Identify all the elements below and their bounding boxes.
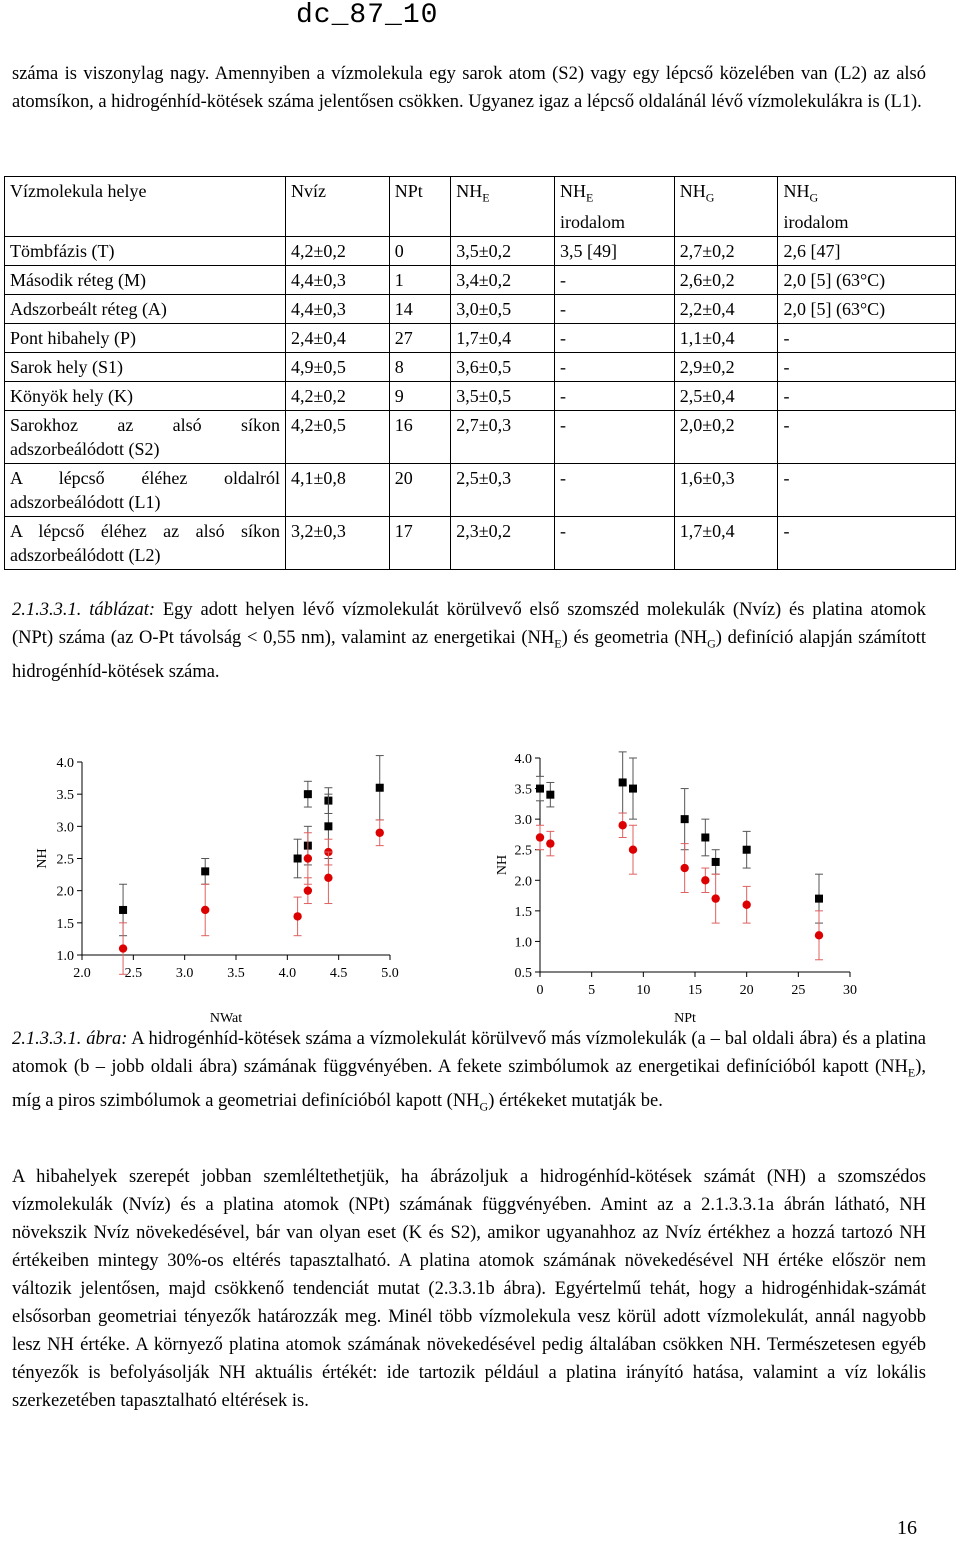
x-tick-label: 3.5 [227, 966, 245, 981]
table-cell: 2,2±0,4 [674, 294, 778, 323]
table-cell: 4,4±0,3 [286, 294, 390, 323]
x-tick-label: 20 [739, 983, 754, 998]
header-secondary: irodalom [560, 211, 625, 232]
data-point-square [629, 785, 637, 793]
table-cell: - [555, 463, 675, 516]
table-header-cell [389, 177, 450, 237]
table-cell: - [778, 410, 956, 463]
x-tick-label: 10 [636, 983, 651, 998]
table-cell: 3,2±0,3 [286, 516, 390, 569]
table-cell: 2,0±0,2 [674, 410, 778, 463]
table-cell: 1 [389, 265, 450, 294]
table-cell: 1,1±0,4 [674, 323, 778, 352]
table-caption-sub-1: E [554, 636, 562, 651]
header-text: Nvíz [291, 181, 326, 201]
chart-nh-vs-nwat-svg [20, 740, 420, 1030]
y-tick-label: 1.5 [56, 916, 74, 932]
data-point-square [119, 906, 127, 914]
figure-caption-label: 2.1.3.3.1. ábra: [12, 1029, 128, 1049]
x-tick-label: 3.0 [175, 966, 194, 981]
table-cell: - [778, 381, 956, 410]
table-cell: 2,7±0,3 [451, 410, 555, 463]
x-tick-label: 15 [688, 983, 702, 998]
table-header-cell [286, 177, 390, 237]
data-point-square [701, 833, 709, 841]
table-cell: 4,9±0,5 [286, 352, 390, 381]
table-header-row [5, 177, 956, 237]
table-cell: - [778, 352, 956, 381]
header-subscript: G [705, 190, 715, 205]
table-cell: A lépcső éléhez az alsó síkon adszorbeálódott (L2) [5, 516, 286, 569]
x-tick-label: 0 [536, 983, 544, 998]
table-cell: 14 [389, 294, 450, 323]
data-table [4, 176, 956, 570]
chart-nh-vs-npt [480, 740, 880, 1030]
table-cell: - [555, 294, 675, 323]
data-point-square [681, 815, 689, 823]
table-cell: - [778, 463, 956, 516]
y-tick-label: 1.0 [56, 949, 74, 964]
table-cell: - [555, 352, 675, 381]
table-cell: 3,0±0,5 [451, 294, 555, 323]
table-row [5, 323, 956, 352]
table-cell: Pont hibahely (P) [5, 323, 286, 352]
table-cell: - [555, 516, 675, 569]
table-cell: 4,1±0,8 [286, 463, 390, 516]
table-row [5, 294, 956, 323]
table-cell: 2,5±0,3 [451, 463, 555, 516]
data-point-square [294, 855, 302, 863]
header-subscript: G [809, 190, 819, 205]
y-tick-label: 4.0 [56, 756, 74, 771]
data-point-square [815, 895, 823, 903]
table-cell: - [555, 323, 675, 352]
table-cell: Sarok hely (S1) [5, 352, 286, 381]
table-cell: 2,6 [47] [778, 236, 956, 265]
table-cell: 9 [389, 381, 450, 410]
table-cell: 3,5±0,2 [451, 236, 555, 265]
table-cell: Tömbfázis (T) [5, 236, 286, 265]
header-subscript: E [586, 190, 594, 205]
header-text: NH [679, 181, 706, 201]
table-header-cell [5, 177, 286, 237]
table-row [5, 410, 956, 463]
data-point-square [201, 867, 209, 875]
x-tick-label: 5.0 [381, 966, 399, 981]
data-point-square [546, 791, 554, 799]
x-tick-label: 2.5 [124, 966, 143, 981]
figure-caption-text-2: ), míg a piros szimbólumok a geometriai definícióból kapott (NH [12, 1057, 926, 1111]
table-caption-sub-2: G [707, 636, 716, 651]
table-row [5, 381, 956, 410]
header-text: NH [456, 181, 483, 201]
data-point-circle [119, 944, 127, 952]
intro-paragraph: száma is viszonylag nagy. Amennyiben a vízmolekula egy sarok atom (S2) vagy egy lépcső közelében van (L2) az alsó atomsíkon, a hidrogénhíd-kötések száma jelentősen csökken. Ugyanez igaz a lépcső oldalánál lévő vízmolekulákra is (L1). [12, 64, 926, 112]
chart-nh-vs-npt-svg [480, 740, 880, 1030]
y-tick-label: 3.0 [514, 813, 532, 829]
table-cell: 2,4±0,4 [286, 323, 390, 352]
y-tick-label: 3.0 [56, 820, 74, 836]
table-row [5, 236, 956, 265]
table-row [5, 516, 956, 569]
table-cell: - [555, 381, 675, 410]
data-point-circle [711, 894, 719, 902]
data-point-circle [629, 846, 637, 854]
page-number: 16 [897, 1517, 917, 1539]
table-cell: 4,2±0,2 [286, 381, 390, 410]
data-point-square [619, 778, 627, 786]
table-cell: Könyök hely (K) [5, 381, 286, 410]
table-caption-label: 2.1.3.3.1. táblázat: [12, 600, 156, 620]
table-cell: 8 [389, 352, 450, 381]
table-cell: - [555, 265, 675, 294]
table-caption-text-2: ) és geometria (NH [561, 628, 708, 648]
x-axis-label: NWat [209, 1011, 243, 1026]
table-cell: 4,4±0,3 [286, 265, 390, 294]
data-point-square [376, 784, 384, 792]
table-cell: 27 [389, 323, 450, 352]
y-tick-label: 2.5 [514, 843, 532, 859]
table-cell: - [778, 323, 956, 352]
header-subscript: E [482, 190, 490, 205]
y-tick-label: 2.5 [56, 852, 74, 868]
y-tick-label: 1.5 [514, 904, 532, 920]
table-cell: 2,7±0,2 [674, 236, 778, 265]
table-cell: - [555, 410, 675, 463]
table-cell: 1,7±0,4 [674, 516, 778, 569]
table-cell: 3,4±0,2 [451, 265, 555, 294]
data-point-circle [376, 829, 384, 837]
figure-caption [12, 1025, 926, 1120]
x-axis-label: NPt [674, 1011, 696, 1026]
table-cell: 2,5±0,4 [674, 381, 778, 410]
data-point-square [324, 822, 332, 830]
y-tick-label: 3.5 [56, 788, 74, 804]
header-secondary: irodalom [783, 211, 849, 232]
y-axis-label: NH [35, 848, 50, 869]
data-point-square [712, 858, 720, 866]
table-cell: 2,0 [5] (63°C) [778, 265, 956, 294]
data-point-circle [201, 906, 209, 914]
y-tick-label: 1.0 [514, 935, 532, 951]
table-cell: 2,6±0,2 [674, 265, 778, 294]
table-row [5, 463, 956, 516]
x-tick-label: 4.0 [278, 966, 297, 981]
table-caption-text-1: Egy adott helyen lévő vízmolekulát körülvevő első szomszéd molekulák (Nvíz) és platina atomok (NPt) száma (az O-Pt távolság < 0,55 nm), valamint az energetikai (NH [12, 600, 927, 648]
table-row [5, 265, 956, 294]
data-point-circle [815, 931, 823, 939]
table-cell: 3,6±0,5 [451, 352, 555, 381]
data-point-circle [546, 839, 554, 847]
x-tick-label: 4.5 [329, 966, 348, 981]
table-header-cell [778, 177, 956, 237]
data-point-circle [536, 833, 544, 841]
header-text: NH [560, 181, 586, 201]
table-cell: Sarokhoz az alsó síkon adszorbeálódott (S2) [5, 410, 286, 463]
table-cell: - [778, 516, 956, 569]
table-cell: Adszorbeált réteg (A) [5, 294, 286, 323]
y-tick-label: 4.0 [514, 752, 532, 767]
data-point-circle [324, 874, 332, 882]
y-tick-label: 2.0 [56, 884, 74, 900]
table-cell: 20 [389, 463, 450, 516]
data-point-circle [701, 876, 709, 884]
data-point-circle [618, 821, 626, 829]
x-tick-label: 5 [588, 983, 596, 998]
chart-nh-vs-nwat [20, 740, 420, 1030]
figure-caption-text-3: ) értékeket mutatják be. [488, 1090, 663, 1111]
header-text: Vízmolekula helye [10, 181, 147, 201]
table-cell: 3,5±0,5 [451, 381, 555, 410]
x-tick-label: 2.0 [73, 966, 91, 981]
data-point-circle [304, 886, 312, 894]
figure-caption-sub-1: E [907, 1065, 916, 1080]
table-cell: 0 [389, 236, 450, 265]
header-text: NPt [394, 181, 423, 201]
table-cell: 16 [389, 410, 450, 463]
data-point-circle [304, 854, 312, 862]
y-tick-label: 2.0 [514, 874, 532, 890]
table-cell: 4,2±0,5 [286, 410, 390, 463]
x-tick-label: 30 [843, 983, 857, 998]
table-cell: 1,6±0,3 [674, 463, 778, 516]
y-tick-label: 0.5 [514, 966, 532, 981]
data-point-square [304, 790, 312, 798]
table-cell: 2,3±0,2 [451, 516, 555, 569]
y-tick-label: 3.5 [514, 782, 532, 798]
body-paragraph: A hibahelyek szerepét jobban szemléltethetjük, ha ábrázoljuk a hidrogénhíd-kötések számát (NH) a szomszédos vízmolekulák (Nvíz) és a platina atomok (NPt) számának függvényében. Amint az a 2.1.3.3.1a ábrán látható, NH növekszik Nvíz növekedésével, bár van olyan eset (K és S2), amikor ugyanahhoz az Nvíz értékhez a hozzá tartozó NH értékeiben mintegy 30%-os eltérés tapasztalható. A platina atomok számának növekedésével NH értéke először nem változik jelentősen, majd csökkenő tendenciát mutat (2.3.3.1b ábra). Egyértelmű tehát, hogy a hidrogénhidak-számát elsősorban geometriai tényezők határozzák meg. Minél több vízmolekula vesz körül adott vízmolekulát, annál nagyobb lesz NH értéke. A környező platina atomok számának növekedésével pedig általában csökken NH. Természetesen egyéb tényezők is befolyásolják NH aktuális értékét: ide tartozik például a platina irányító hatása, valamint a víz lokális szerkezetében tapasztalható eltérések is. [12, 1167, 926, 1411]
data-point-circle [293, 912, 301, 920]
data-point-circle [680, 864, 688, 872]
x-tick-label: 25 [791, 983, 806, 998]
table-cell: 17 [389, 516, 450, 569]
table-row [5, 352, 956, 381]
table-header-cell [555, 177, 675, 237]
data-point-circle [742, 901, 750, 909]
header-text: NH [783, 181, 810, 201]
y-axis-label: NH [495, 854, 510, 876]
table-cell: 3,5 [49] [555, 236, 675, 265]
figure-caption-sub-2: G [479, 1099, 489, 1114]
table-cell: 1,7±0,4 [451, 323, 555, 352]
table-cell: 4,2±0,2 [286, 236, 390, 265]
table-cell: 2,0 [5] (63°C) [778, 294, 956, 323]
table-cell: 2,9±0,2 [674, 352, 778, 381]
document-header: dc_87_10 [296, 0, 439, 31]
table-cell: Második réteg (M) [5, 265, 286, 294]
table-caption [12, 596, 926, 686]
table-caption-text-3: ) definíció alapján számított hidrogénhíd-kötések száma. [12, 628, 926, 682]
table-header-cell [674, 177, 778, 237]
data-point-square [536, 785, 544, 793]
table-header-cell [451, 177, 555, 237]
data-point-square [743, 846, 751, 854]
figure-caption-text-1: A hidrogénhíd-kötések száma a vízmolekulát körülvevő más vízmolekulák (a – bal oldali ábra) és a platina atomok (b – jobb oldali ábra) számának függvényében. A fekete szimbólumok az energetikai definícióból kapott (NH [12, 1029, 926, 1077]
table-cell: A lépcső éléhez oldalról adszorbeálódott (L1) [5, 463, 286, 516]
